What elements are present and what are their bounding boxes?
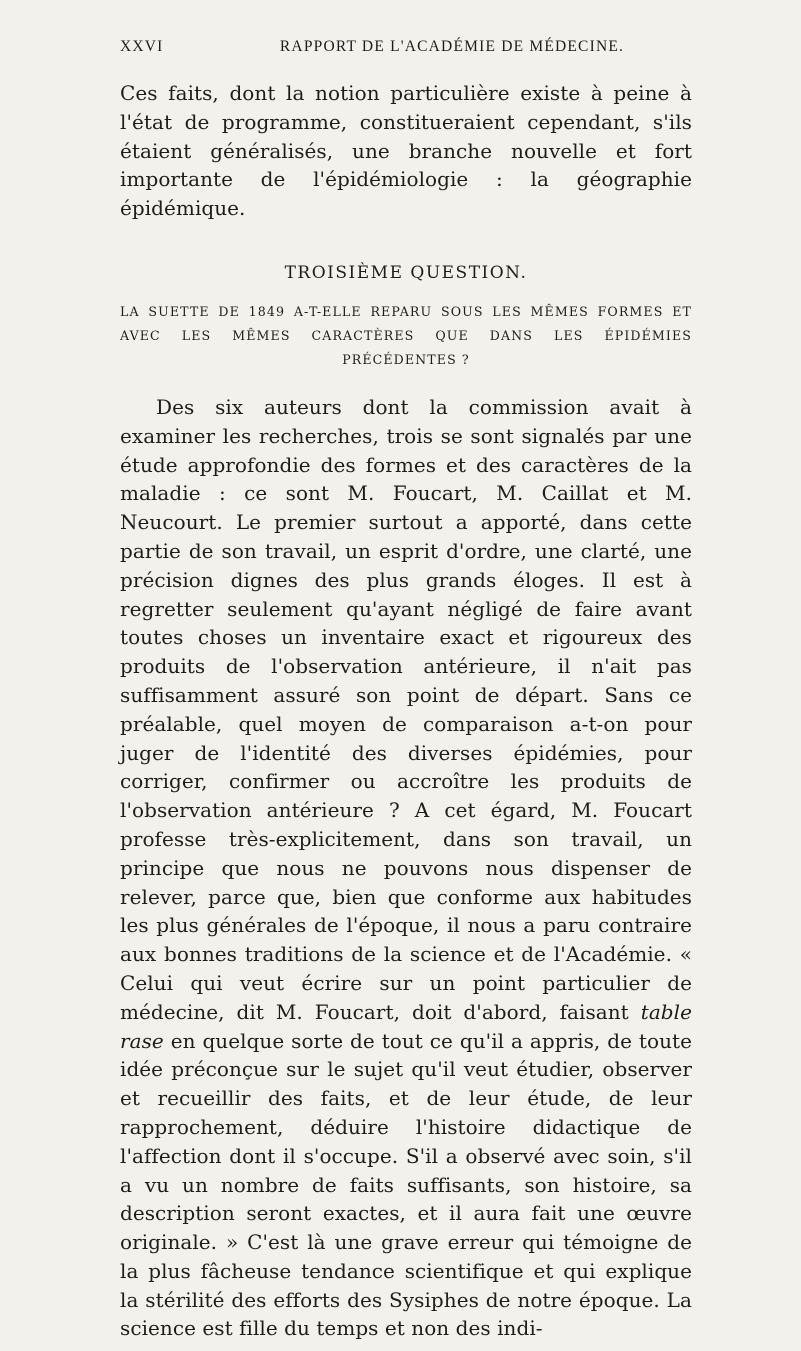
section-title: TROISIÈME QUESTION.	[284, 262, 528, 283]
intro-paragraph: Ces faits, dont la notion particulière existe à peine à l'état de programme, constitueraient cependant, s'ils étaient généralisés, une branche nouvelle et fort importante de l'épidémiologie : la géographie épidémique.	[120, 81, 692, 221]
page-number: XXVI	[120, 38, 164, 55]
running-title: RAPPORT DE L'ACADÉMIE DE MÉDECINE.	[279, 38, 625, 55]
body-text-part-2: en quelque sorte de tout ce qu'il a appris, de toute idée préconçue sur le sujet qu'il veut étudier, observer et recueillir des faits, et de leur étude, de leur rapprochement, déduire l'histoire didactique de l'affection dont il s'occupe. S'il a observé avec soin, s'il a vu un nombre de faits suffisants, son histoire, sa description seront exactes, et il aura fait une œuvre originale. » C'est là une grave erreur qui témoigne de la plus fâcheuse tendance scientifique et qui explique la stérilité des efforts des Sysiphes de notre époque. La science est fille du temps et non des indi-	[120, 1028, 692, 1341]
book-page	[120, 38, 692, 1343]
running-head	[120, 38, 692, 68]
body-paragraph	[120, 393, 692, 1343]
body-text-part-1: Des six auteurs dont la commission avait à examiner les recherches, trois se sont signalés par une étude approfondie des formes et des caractères de la maladie : ce sont M. Foucart, M. Caillat et M. Neucourt. Le premier surtout a apporté, dans cette partie de son travail, un esprit d'ordre, une clarté, une précision dignes des plus grands éloges. Il est à regretter seulement qu'ayant négligé de faire avant toutes choses un inventaire exact et rigoureux des produits de l'observation antérieure, il n'ait pas suffisamment assuré son point de départ. Sans ce préalable, quel moyen de comparaison a-t-on pour juger de l'identité des diverses épidémies, pour corriger, confirmer ou accroître les produits de l'observation antérieure ? A cet égard, M. Foucart professe très-explicitement, dans son travail, un principe que nous ne pouvons nous dispenser de relever, parce que, bien que conforme aux habitudes les plus générales de l'époque, il nous a paru contraire aux bonnes traditions de la science et de l'Académie. « Celui qui veut écrire sur un point particulier de médecine, dit M. Foucart, doit d'abord, faisant	[120, 394, 692, 1024]
question-heading: LA SUETTE DE 1849 A-T-ELLE REPARU SOUS LES MÊMES FORMES ET AVEC LES MÊMES CARACTÈRES QUE DANS LES ÉPIDÉMIES PRÉCÉDENTES ?	[120, 303, 692, 367]
italic-phrase: table rase	[120, 999, 692, 1053]
